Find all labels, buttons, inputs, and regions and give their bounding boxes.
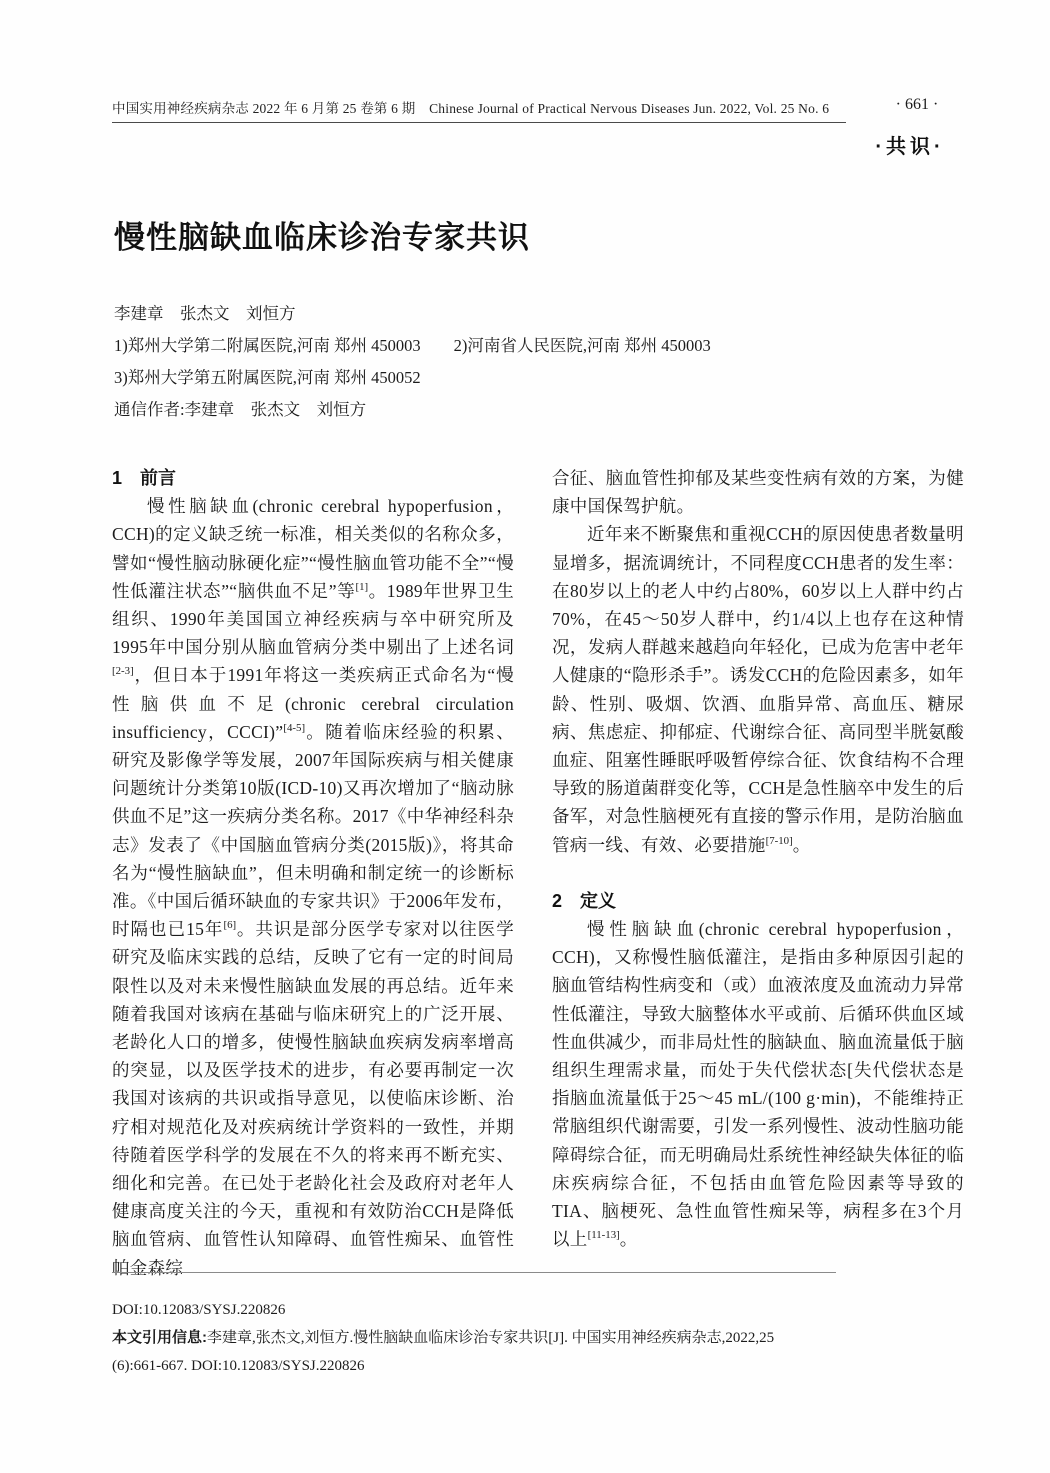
body-paragraph: [112, 492, 514, 1282]
footer-divider: [112, 1272, 836, 1273]
text-run: 。: [619, 1229, 638, 1250]
reference-superscript: [11-13]: [587, 1229, 620, 1242]
text-run: 本文引用信息:: [112, 1329, 207, 1346]
reference-superscript: [6]: [223, 919, 237, 932]
text-run: ，但日本于1991年将这一类疾病正式命名为“慢性脑供血不足(chronic cerebral circulation insufficiency，CCCI)”: [112, 665, 514, 742]
reference-superscript: [1]: [355, 580, 369, 593]
body-paragraph: [552, 520, 964, 858]
text-run: 李建章,张杰文,刘恒方.慢性脑缺血临床诊治专家共识[J]. 中国实用神经疾病杂志,2022,25: [207, 1330, 775, 1346]
text-run: 慢性脑缺血(chronic cerebral hypoperfusion，CCH)的定义缺乏统一标准，相关类似的名称众多，譬如“慢性脑动脉硬化症”“慢性脑血管功能不全”“慢性低灌注状态”“脑供血不足”等: [112, 496, 514, 601]
body-column-left: [112, 464, 514, 1282]
column-section-label: ·共识·: [875, 136, 945, 158]
citation-block: [112, 1324, 857, 1380]
text-run: 。随着临床经验的积累、研究及影像学等发展，2007年国际疾病与相关健康问题统计分类第10版(ICD-10)又再次增加了“脑动脉供血不足”这一疾病分类名称。2017《中华神经科杂志》发表了《中国脑血管病分类(2015版)》，将其命名为“慢性脑缺血”，但未明确和制定统一的诊断标准。《中国后循环缺血的专家共识》于2006年发布，时隔也已15年: [112, 721, 514, 940]
body-paragraph: [552, 464, 964, 520]
text-run: 。: [792, 834, 811, 855]
doi-line: DOI:10.12083/SYSJ.220826: [112, 1302, 286, 1318]
affiliation-line-1: 1)郑州大学第二附属医院,河南 郑州 450003 2)河南省人民医院,河南 郑州 450003: [114, 336, 711, 355]
reference-superscript: [2-3]: [112, 665, 134, 678]
page-number: · 661 ·: [895, 96, 939, 113]
article-title: 慢性脑缺血临床诊治专家共识: [114, 220, 530, 255]
journal-header-line: 中国实用神经疾病杂志 2022 年 6 月第 25 卷第 6 期 Chinese Journal of Practical Nervous Diseases Jun. 2022, Vol. 25 No. 6: [112, 97, 846, 123]
reference-superscript: [4-5]: [283, 722, 306, 734]
text-run: 慢性脑缺血(chronic cerebral hypoperfusion，CCH)，又称慢性脑低灌注，是指由多种原因引起的脑血管结构性病变和（或）血液浓度及血流动力异常性低灌注，导致大脑整体水平或前、后循环供血区域性血供减少，而非局灶性的脑缺血、脑血流量低于脑组织生理需求量，而处于失代偿状态[失代偿状态是指脑血流量低于25～45 mL/(100 g·min)，不能维持正常脑组织代谢需要，引发一系列慢性、波动性脑功能障碍综合征，而无明确局灶系统性神经缺失体征的临床疾病综合征，不包括由血管危险因素等导致的TIA、脑梗死、急性血管性痴呆等，病程多在3个月以上: [552, 919, 964, 1250]
author-block: [114, 298, 854, 426]
text-run: (6):661-667. DOI:10.12083/SYSJ.220826: [112, 1358, 365, 1374]
text-run: 。共识是部分医学专家对以往医学研究及临床实践的总结，反映了它有一定的时间局限性以及对未来慢性脑缺血发展的再总结。近年来随着我国对该病在基础与临床研究上的广泛开展、老龄化人口的增多，使慢性脑缺血疾病发病率增高的突显，以及医学技术的进步，有必要再制定一次我国对该病的共识或指导意见，以使临床诊断、治疗相对规范化及对疾病统计学资料的一致性，并期待随着医学科学的发展在不久的将来再不断充实、细化和完善。在已处于老龄化社会及政府对老年人健康高度关注的今天，重视和有效防治CCH是降低脑血管病、血管性认知障碍、血管性痴呆、血管性帕金森综: [112, 919, 514, 1278]
text-run: 。1989年世界卫生组织、1990年美国国立神经疾病与卒中研究所及1995年中国分别从脑血管病分类中剔出了上述名词: [112, 580, 514, 658]
text-run: 近年来不断聚焦和重视CCH的原因使患者数量明显增多，据流调统计，不同程度CCH患者的发生率：在80岁以上的老人中约占80%，60岁以上人群中约占70%，在45～50岁人群中，约1/4以上也存在这种情况，发病人群越来越趋向年轻化，已成为危害中老年人健康的“隐形杀手”。诱发CCH的危险因素多，如年龄、性别、吸烟、饮酒、血脂异常、高血压、糖尿病、焦虑症、抑郁症、代谢综合征、高同型半胱氨酸血症、阻塞性睡眠呼吸暂停综合征、饮食结构不合理导致的肠道菌群变化等，CCH是急性脑卒中发生的后备军，对急性脑梗死有直接的警示作用，是防治脑血管病一线、有效、必要措施: [552, 524, 964, 855]
text-run: 合征、脑血管性抑郁及某些变性病有效的方案，为健康中国保驾护航。: [552, 468, 964, 517]
corresponding-author-line: 通信作者:李建章 张杰文 刘恒方: [114, 400, 367, 419]
reference-superscript: [7-10]: [765, 834, 793, 847]
authors-line: 李建章 张杰文 刘恒方: [114, 304, 296, 323]
affiliation-line-2: 3)郑州大学第五附属医院,河南 郑州 450052: [114, 368, 421, 387]
citation-line-2: [112, 1352, 857, 1380]
section-heading: 1 前言: [112, 468, 177, 488]
citation-line-1: [112, 1324, 857, 1352]
section-heading: 2 定义: [552, 890, 617, 911]
body-column-right: [552, 464, 964, 1253]
body-paragraph: [552, 915, 964, 1253]
